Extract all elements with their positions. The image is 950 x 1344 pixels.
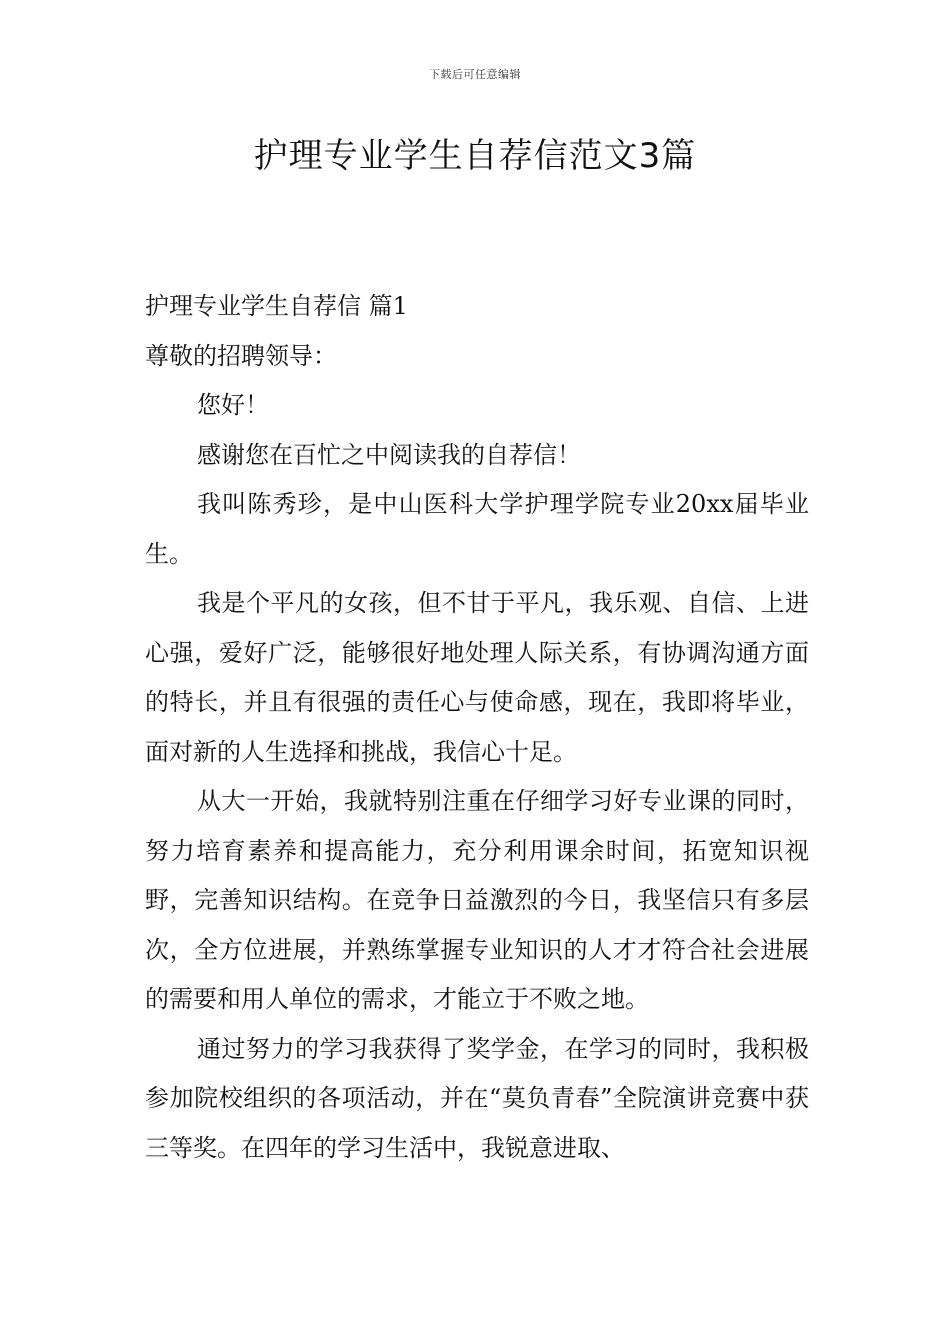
paragraph-personality: 我是个平凡的女孩，但不甘于平凡，我乐观、自信、上进心强，爱好广泛，能够很好地处理人际关系，有协调沟通方面的特长，并且有很强的责任心与使命感，现在，我即将毕业，面对新的人生选择和挑战，我信心十足。 <box>145 589 809 766</box>
section-heading: 护理专业学生自荐信 篇1 <box>145 292 408 320</box>
paragraph-thanks: 感谢您在百忙之中阅读我的自荐信！ <box>197 440 581 469</box>
paragraph-greeting: 您好！ <box>197 391 269 419</box>
paragraph-introduction: 我叫陈秀珍，是中山医科大学护理学院专业20xx届毕业生。 <box>145 490 809 568</box>
document-title: 护理专业学生自荐信范文3篇 <box>253 136 697 176</box>
header-note: 下载后可任意编辑 <box>429 68 521 81</box>
document-body <box>145 282 809 1173</box>
paragraph-achievements: 通过努力的学习我获得了奖学金，在学习的同时，我积极参加院校组织的各项活动，并在“莫负青春”全院演讲竞赛中获三等奖。在四年的学习生活中，我锐意进取、 <box>145 1034 809 1162</box>
paragraph-study: 从大一开始，我就特别注重在仔细学习好专业课的同时，努力培育素养和提高能力，充分利用课余时间，拓宽知识视野，完善知识结构。在竞争日益激烈的今日，我坚信只有多层次，全方位进展，并熟练掌握专业知识的人才才符合社会进展的需要和用人单位的需求，才能立于不败之地。 <box>145 787 809 1013</box>
salutation: 尊敬的招聘领导： <box>145 341 337 370</box>
